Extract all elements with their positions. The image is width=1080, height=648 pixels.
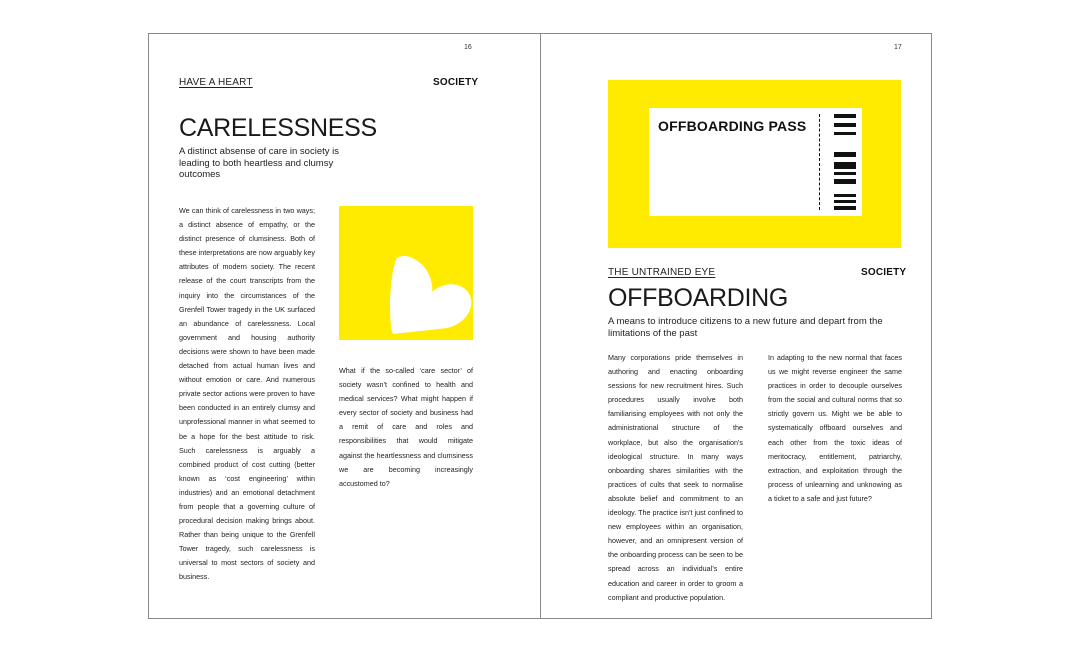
heart-icon (339, 206, 473, 340)
ticket-title: OFFBOARDING PASS (658, 118, 807, 134)
page-number: 17 (894, 44, 902, 51)
body-column-2: In adapting to the new normal that faces us we might reverse engineer the same practices in order to decouple ourselves from the social and cultural norms that so strictly govern us. Might we be able to systematically offboard ourselves and each other from the toxic ideas of meritocracy, entitlement, patriarchy, extraction, and exploitation through the process of unlearning and unknowing as a ticket to a safe and just future? (768, 353, 902, 503)
right-page (541, 34, 933, 618)
page-number: 16 (464, 44, 472, 51)
article-headline: CARELESSNESS (179, 114, 377, 142)
article-subhead: A means to introduce citizens to a new future and depart from the limitations of the past (608, 316, 883, 339)
article-subhead: A distinct absense of care in society is leading to both heartless and clumsy outcomes (179, 146, 339, 180)
left-page (149, 34, 541, 618)
magazine-spread (148, 33, 932, 619)
ticket-perforation (819, 114, 820, 210)
body-column-1: We can think of carelessness in two ways; a distinct absence of empathy, or the distinct presence of clumsiness. Both of these interpretations are now arguably key attributes of modern society. The recent release of the court transcripts from the inquiry into the circumstances of the Grenfell Tower tragedy in the UK surfaced an abundance of carelessness. Local government and housing authority decisions were shown to have been made detached from actual human lives and without emotion or care. And numerous private sector actions were proven to have been conducted in an entirely clumsy and unprofessional manner in what seemed to be a hope for the best attitude to risk. Such carelessness is arguably a combined product of cost cutting (better known as ‘cost engineering’ within industries) and an emotional detachment from people that a governing culture of procedural decision making brings about. Rather than being unique to the Grenfell Tower tragedy, such carelessness is universal to most sectors of society and business. (179, 206, 315, 582)
heart-illustration (339, 206, 473, 340)
section-label: HAVE A HEART (179, 77, 253, 88)
offboarding-banner (608, 80, 901, 248)
section-label: THE UNTRAINED EYE (608, 267, 716, 278)
body-column-1: Many corporations pride themselves in authoring and enacting onboarding sessions for new recruitment hires. Such procedures usually involve both familiarising employees with not only the administrational structure of the workplace, but also the organisation’s ideological structure. In many ways onboarding shares similarities with the practices of cults that seek to normalise absolute belief and commitment to an ideology. The practice isn’t just confined to new employees within an organisation, however, and an omnipresent version of the onboarding process can be seen to be spread across an individual’s entire education and career in order to groom a compliant and productive population. (608, 353, 743, 602)
category-label: SOCIETY (861, 267, 907, 278)
barcode-icon (834, 114, 856, 210)
offboarding-ticket (649, 108, 862, 216)
category-label: SOCIETY (433, 77, 479, 88)
body-column-2: What if the so-called ‘care sector’ of society wasn’t confined to health and medical services? What might happen if every sector of society and business had a remit of care and roles and responsibilities that would mitigate against the heartlessness and clumsiness we are becoming increasingly accustomed to? (339, 366, 473, 488)
article-headline: OFFBOARDING (608, 284, 789, 312)
